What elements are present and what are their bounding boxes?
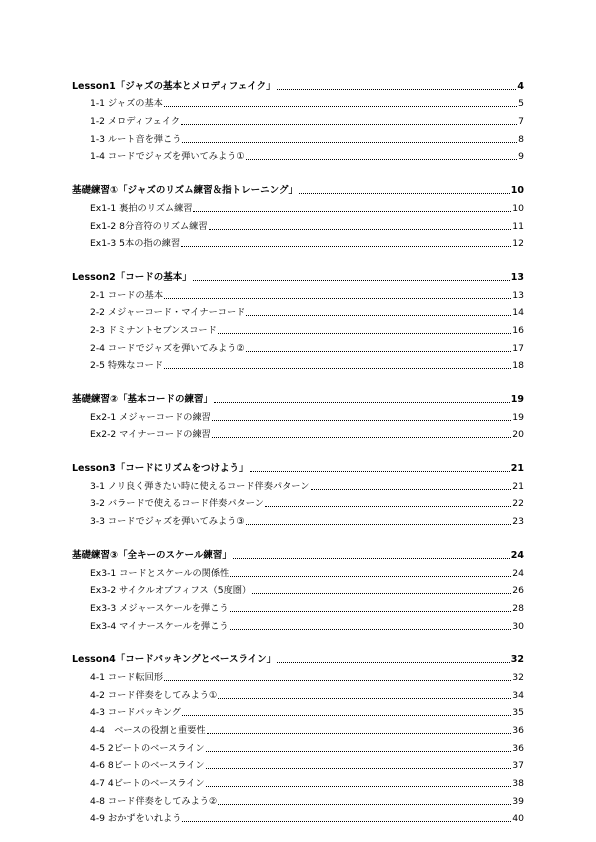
dot-leader [218,698,511,699]
toc-section [72,457,524,528]
toc-entry-page: 7 [518,116,524,128]
dot-leader [182,821,511,822]
dot-leader [206,786,512,787]
toc-entry-page: 8 [518,133,524,145]
toc-entry-label: Ex1-3 5本の指の練習 [90,238,181,250]
dot-leader [193,211,511,212]
toc-entry[interactable] [72,355,524,373]
toc-entry-page: 14 [512,307,524,319]
toc-heading-label: 基礎練習③「全キーのスケール練習」 [72,549,232,561]
toc-section [72,649,524,826]
toc-entry[interactable] [72,510,524,528]
toc-entry-label: 4-9 おかずをいれよう [90,813,182,825]
toc-entry-page: 21 [512,480,524,492]
dot-leader [311,489,512,490]
toc-entry-label: 3-1 ノリ良く弾きたい時に使えるコード伴奏パターン [90,480,310,492]
dot-leader [230,629,512,630]
toc-entry-label: 4-8 コード伴奏をしてみよう② [90,795,218,807]
toc-entry-page: 26 [512,585,524,597]
toc-entry[interactable] [72,93,524,111]
toc-entry-label: 4-4 ベースの役割と重要性 [90,725,206,736]
dot-leader [246,159,518,160]
toc-entry-page: 18 [512,360,524,372]
toc-entry[interactable] [72,215,524,233]
toc-heading-page: 19 [510,394,524,405]
toc-entry-label: 4-1 コード転回形 [90,671,164,683]
toc-entry-page: 36 [512,725,524,736]
toc-entry[interactable] [72,755,524,773]
toc-entry-page: 10 [512,202,524,214]
toc-entry-label: 1-4 コードでジャズを弾いてみよう① [90,151,245,163]
toc-heading-page: 4 [517,80,524,92]
toc-entry-page: 40 [512,813,524,825]
toc-heading-label: 基礎練習①「ジャズのリズム練習＆指トレーニング」 [72,185,298,197]
toc-entry-page: 36 [512,742,524,754]
toc-entry[interactable] [72,475,524,493]
toc-entry-label: 2-3 ドミナントセブンスコード [90,324,217,336]
dot-leader [277,662,510,663]
dot-leader [182,142,517,143]
toc-entry-label: 2-5 特殊なコード [90,360,164,372]
toc-entry-label: Ex3-2 サイクルオブフィフス（5度圏） [90,585,252,597]
toc-section [72,179,524,250]
toc-entry-label: Ex3-1 コードとスケールの関係性 [90,567,230,579]
toc-entry-page: 39 [512,795,524,807]
dot-leader [230,576,511,577]
toc-entry-page: 22 [512,498,524,510]
toc-entry-label: 2-4 コードでジャズを弾いてみよう② [90,342,245,354]
toc-entry-label: Ex3-4 マイナースケールを弾こう [90,620,229,632]
dot-leader [299,193,510,194]
toc-entry-label: 4-6 8ビートのベースライン [90,760,205,772]
toc-entry-label: 4-7 4ビートのベースライン [90,778,205,790]
dot-leader [250,471,510,472]
dot-leader [206,751,512,752]
dot-leader [252,593,511,594]
toc-heading[interactable] [72,457,524,475]
toc-entry[interactable] [72,772,524,790]
toc-entry[interactable] [72,808,524,826]
toc-entry-label: 1-2 メロディフェイク [90,116,181,128]
toc-entry-page: 12 [512,238,524,250]
toc-entry[interactable] [72,233,524,251]
toc-entry[interactable] [72,790,524,808]
toc-entry-page: 19 [512,411,524,423]
toc-entry[interactable] [72,302,524,320]
toc-entry[interactable] [72,424,524,442]
toc-entry-page: 9 [518,151,524,163]
toc-entry[interactable] [72,615,524,633]
toc-entry-page: 23 [512,516,524,528]
toc-heading-label: Lesson1「ジャズの基本とメロディフェイク」 [72,80,276,92]
toc-heading[interactable] [72,179,524,197]
toc-entry[interactable] [72,597,524,615]
toc-heading[interactable] [72,75,524,93]
toc-entry-page: 28 [512,602,524,614]
dot-leader [218,333,512,334]
toc-entry-label: 4-3 コードバッキング [90,707,181,719]
toc-section [72,75,524,163]
toc-entry-page: 37 [512,760,524,772]
dot-leader [206,768,512,769]
dot-leader [246,524,512,525]
toc-heading-label: Lesson3「コードにリズムをつけよう」 [72,463,249,475]
dot-leader [265,506,511,507]
dot-leader [164,680,511,681]
toc-entry-page: 38 [512,778,524,790]
dot-leader [207,733,512,734]
dot-leader [193,280,510,281]
toc-entry-label: 4-2 コード伴奏をしてみよう① [90,689,218,701]
toc-entry-label: Ex1-2 8分音符のリズム練習 [90,220,208,232]
dot-leader [233,558,510,559]
dot-leader [212,437,511,438]
toc-entry-page: 35 [512,707,524,719]
dot-leader [164,368,511,369]
toc-heading-page: 32 [510,654,524,666]
toc-heading-label: Lesson2「コードの基本」 [72,271,192,283]
toc-entry-page: 11 [512,220,524,232]
toc-entry-label: 3-3 コードでジャズを弾いてみよう③ [90,516,245,528]
toc-heading[interactable] [72,544,524,562]
dot-leader [214,402,510,403]
toc-entry[interactable] [72,719,524,737]
toc-entry[interactable] [72,406,524,424]
toc-heading-page: 13 [510,271,524,283]
toc-entry-page: 16 [512,324,524,336]
toc-entry-label: Ex2-1 メジャーコードの練習 [90,411,211,423]
toc-section [72,544,524,632]
toc-section [72,266,524,372]
toc-heading[interactable] [72,649,524,667]
toc-heading-page: 24 [510,549,524,561]
dot-leader [181,246,511,247]
dot-leader [212,420,511,421]
toc-entry[interactable] [72,337,524,355]
toc-entry-label: 3-2 バラードで使えるコード伴奏パターン [90,498,264,510]
dot-leader [164,106,517,107]
toc-heading-label: Lesson4「コードバッキングとベースライン」 [72,654,277,666]
toc-entry[interactable] [72,702,524,720]
toc-entry[interactable] [72,110,524,128]
toc-entry-page: 17 [512,342,524,354]
toc-entry[interactable] [72,737,524,755]
toc-heading[interactable] [72,388,524,406]
toc-entry-page: 5 [518,98,524,110]
toc-entry-page: 13 [512,289,524,301]
toc-heading-page: 10 [510,185,524,197]
toc-entry-label: Ex3-3 メジャースケールを弾こう [90,602,229,614]
toc-entry[interactable] [72,146,524,164]
toc-entry-page: 32 [512,671,524,683]
toc-entry[interactable] [72,580,524,598]
toc-entry[interactable] [72,684,524,702]
dot-leader [209,229,512,230]
toc-entry[interactable] [72,197,524,215]
toc-entry-page: 34 [512,689,524,701]
dot-leader [246,351,512,352]
toc-entry-label: 4-5 2ビートのベースライン [90,742,205,754]
toc-entry-label: 1-3 ルート音を弾こう [90,133,182,145]
table-of-contents [72,75,524,841]
toc-entry-label: Ex2-2 マイナーコードの練習 [90,429,211,441]
toc-entry-label: Ex1-1 裏拍のリズム練習 [90,202,193,214]
toc-entry[interactable] [72,128,524,146]
dot-leader [246,315,511,316]
toc-entry-page: 30 [512,620,524,632]
dot-leader [277,89,517,90]
toc-heading-label: 基礎練習②「基本コードの練習」 [72,394,214,405]
toc-entry[interactable] [72,284,524,302]
dot-leader [230,611,512,612]
toc-entry-page: 20 [512,429,524,441]
toc-section [72,388,524,441]
toc-entry-label: 1-1 ジャズの基本 [90,98,163,110]
dot-leader [218,804,511,805]
toc-entry-label: 2-2 メジャーコード・マイナーコード [90,307,246,319]
toc-entry-label: 2-1 コードの基本 [90,289,164,301]
dot-leader [181,124,517,125]
toc-entry[interactable] [72,493,524,511]
toc-heading-page: 21 [510,463,524,475]
toc-entry[interactable] [72,562,524,580]
dot-leader [182,715,511,716]
dot-leader [164,298,511,299]
toc-entry-page: 24 [512,567,524,579]
toc-entry[interactable] [72,319,524,337]
toc-entry[interactable] [72,666,524,684]
toc-heading[interactable] [72,266,524,284]
